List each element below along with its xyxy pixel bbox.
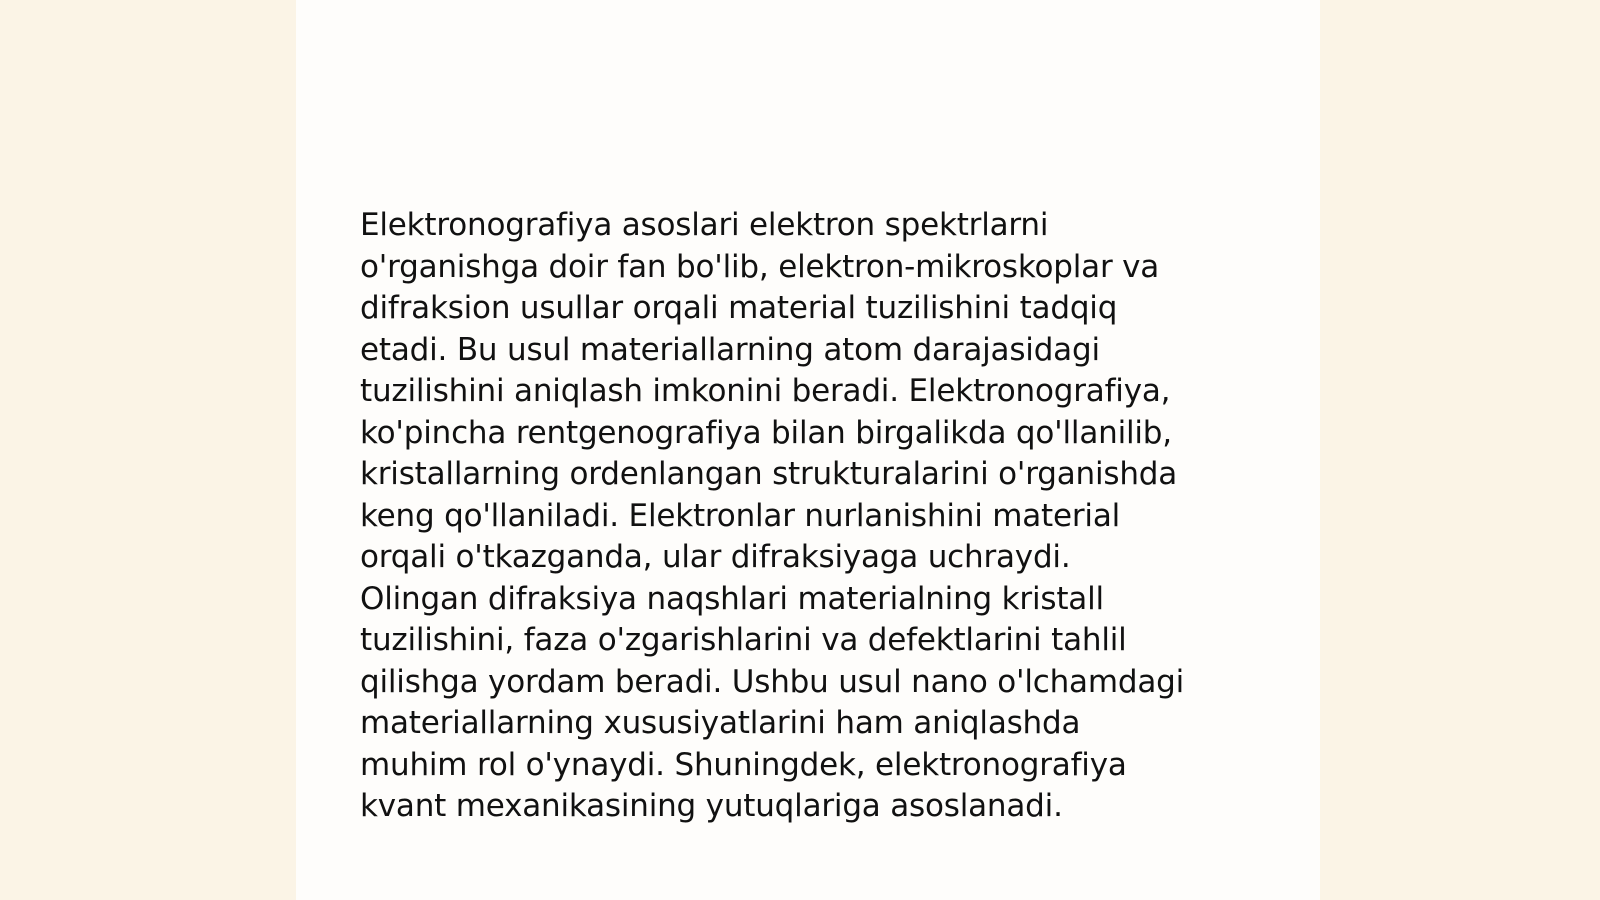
document-page: [296, 0, 1320, 900]
paragraph-line: Elektronografiya asoslari elektron spektrlarni: [360, 207, 1049, 243]
paragraph-line: Olingan difraksiya naqshlari materialning kristall: [360, 580, 1104, 617]
paragraph-line: materiallarning xususiyatlarini ham aniqlashda: [360, 705, 1081, 741]
paragraph-line: ko'pincha rentgenografiya bilan birgalikda qo'llanilib,: [360, 414, 1172, 451]
paragraph-line: tuzilishini aniqlash imkonini beradi. Elektronografiya,: [360, 373, 1171, 409]
paragraph-line: muhim rol o'ynaydi. Shuningdek, elektronografiya: [360, 746, 1127, 783]
paragraph-line: difraksion usullar orqali material tuzilishini tadqiq: [360, 290, 1118, 326]
paragraph-line: qilishga yordam beradi. Ushbu usul nano o'lchamdagi: [360, 663, 1185, 700]
paragraph-line: o'rganishga doir fan bo'lib, elektron-mikroskoplar va: [360, 248, 1160, 285]
paragraph-line: kristallarning ordenlangan strukturalarini o'rganishda: [360, 456, 1178, 492]
paragraph-line: tuzilishini, faza o'zgarishlarini va defektlarini tahlil: [360, 622, 1127, 658]
body-paragraph: [360, 205, 1260, 828]
paragraph-line: orqali o'tkazganda, ular difraksiyaga uchraydi.: [360, 539, 1071, 575]
paragraph-line: kvant mexanikasining yutuqlariga asoslanadi.: [360, 788, 1063, 824]
paragraph-line: etadi. Bu usul materiallarning atom darajasidagi: [360, 331, 1100, 368]
paragraph-line: keng qo'llaniladi. Elektronlar nurlanishini material: [360, 497, 1121, 534]
